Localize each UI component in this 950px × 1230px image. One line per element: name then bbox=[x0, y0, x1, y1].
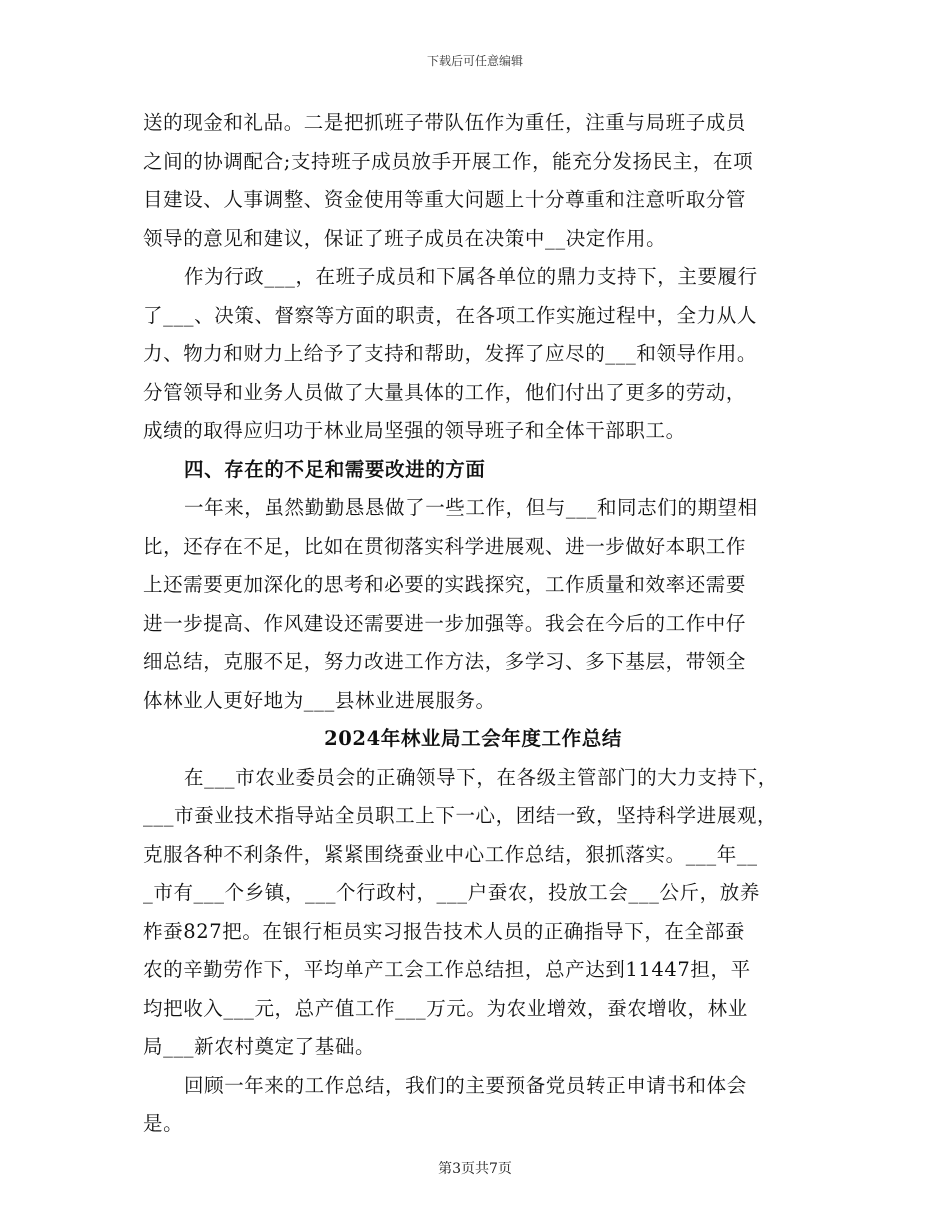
text-line: 比，还存在不足，比如在贯彻落实科学进展观、进一步做好本职工作 bbox=[143, 534, 747, 558]
document-body bbox=[143, 104, 803, 1144]
text-line: 在___市农业委员会的正确领导下，在各级主管部门的大力支持下， bbox=[184, 765, 778, 789]
text-line: 分管领导和业务人员做了大量具体的工作，他们付出了更多的劳动， bbox=[143, 380, 747, 404]
text-line: 之间的协调配合;支持班子成员放手开展工作，能充分发扬民主，在项 bbox=[143, 149, 754, 173]
text-line: 细总结，克服不足，努力改进工作方法，多学习、多下基层，带领全 bbox=[143, 650, 747, 673]
text-line: 是。 bbox=[143, 1112, 184, 1135]
text-line: 柞蚕827把。在银行柜员实习报告技术人员的正确指导下，在全部蚕 bbox=[143, 919, 745, 943]
text-line: 目建设、人事调整、资金使用等重大问题上十分尊重和注意听取分管 bbox=[143, 188, 747, 211]
page-footer: 第3页共7页 bbox=[438, 1161, 512, 1177]
document-title: 2024年林业局工会年度工作总结 bbox=[324, 727, 622, 750]
text-line: 力、物力和财力上给予了支持和帮助，发挥了应尽的___和领导作用。 bbox=[143, 342, 757, 365]
text-line: 克服各种不利条件，紧紧围绕蚕业中心工作总结，狠抓落实。___年__ bbox=[143, 842, 758, 866]
text-line: 成绩的取得应归功于林业局坚强的领导班子和全体干部职工。 bbox=[143, 419, 686, 442]
text-line: 进一步提高、作风建设还需要进一步加强等。我会在今后的工作中仔 bbox=[143, 611, 747, 635]
text-line: 上还需要更加深化的思考和必要的实践探究，工作质量和效率还需要 bbox=[143, 573, 747, 596]
text-line: 了___、决策、督察等方面的职责，在各项工作实施过程中，全力从人 bbox=[143, 303, 757, 327]
text-line: 作为行政___，在班子成员和下属各单位的鼎力支持下，主要履行 bbox=[184, 265, 758, 288]
text-line: 体林业人更好地为___县林业进展服务。 bbox=[143, 688, 496, 712]
section-heading: 四、存在的不足和需要改进的方面 bbox=[184, 457, 486, 481]
text-line: 领导的意见和建议，保证了班子成员在决策中__决定作用。 bbox=[143, 226, 667, 250]
text-line: 局___新农村奠定了基础。 bbox=[143, 1035, 376, 1058]
text-line: 一年来，虽然勤勤恳恳做了一些工作，但与___和同志们的期望相 bbox=[184, 496, 758, 519]
text-line: ___市蚕业技术指导站全员职工上下一心，团结一致，坚持科学进展观， bbox=[143, 804, 778, 827]
text-line: 回顾一年来的工作总结，我们的主要预备党员转正申请书和体会 bbox=[184, 1073, 747, 1097]
page-header: 下载后可任意编辑 bbox=[426, 54, 523, 68]
text-line: _市有___个乡镇，___个行政村，___户蚕农，投放工会___公斤，放养 bbox=[143, 881, 760, 904]
text-line: 送的现金和礼品。二是把抓班子带队伍作为重任，注重与局班子成员 bbox=[143, 111, 747, 134]
text-line: 均把收入___元，总产值工作___万元。为农业增效，蚕农增收，林业 bbox=[143, 996, 748, 1020]
text-line: 农的辛勤劳作下，平均单产工会工作总结担，总产达到11447担，平 bbox=[143, 958, 751, 981]
